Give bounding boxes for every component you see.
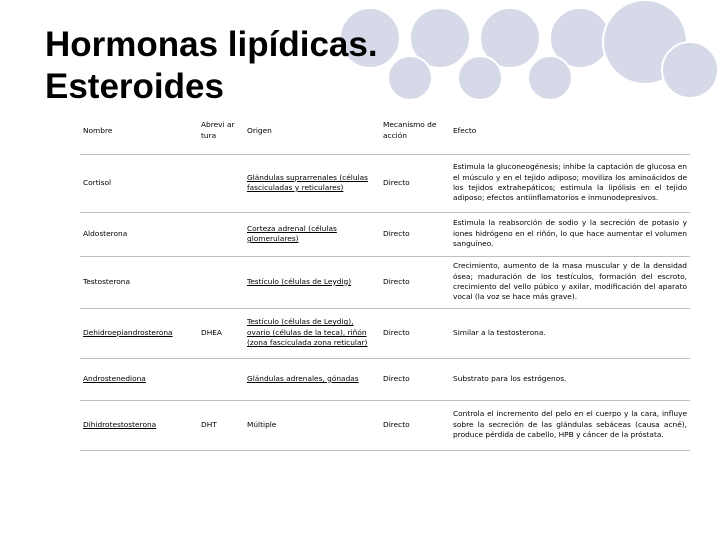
table-row — [80, 154, 690, 212]
decorative-circle — [662, 42, 718, 98]
hormone-origin[interactable]: Glándulas suprarrenales (células fasciculadas y reticulares) — [244, 154, 380, 212]
hormone-abbrev — [198, 154, 244, 212]
hormone-name: Testosterona — [80, 256, 198, 308]
hormone-abbrev — [198, 256, 244, 308]
page-title — [45, 24, 378, 108]
hormone-mechanism: Directo — [380, 308, 450, 358]
table-header-row — [80, 108, 690, 154]
decorative-circle — [458, 56, 502, 100]
header-effect: Efecto — [450, 108, 690, 154]
hormone-name[interactable]: Androstenediona — [80, 358, 198, 400]
table-row — [80, 256, 690, 308]
header-abbrev: Abrevi ar tura — [198, 108, 244, 154]
header-mechanism: Mecanismo de acción — [380, 108, 450, 154]
hormone-mechanism: Directo — [380, 400, 450, 450]
hormone-origin[interactable]: Corteza adrenal (células glomerulares) — [244, 212, 380, 256]
hormone-abbrev — [198, 358, 244, 400]
decorative-circle — [388, 56, 432, 100]
hormone-effect: Crecimiento, aumento de la masa muscular y de la densidad ósea; maduración de los testículos, formación del escroto, crecimiento del vello púbico y axilar, modificación del aparato vocal (la voz se hace más grave). — [450, 256, 690, 308]
hormone-mechanism: Directo — [380, 212, 450, 256]
hormone-origin[interactable]: Glándulas adrenales, gónadas — [244, 358, 380, 400]
title-line-1: Hormonas lipídicas. — [45, 25, 378, 64]
decorative-circle — [528, 56, 572, 100]
hormone-mechanism: Directo — [380, 154, 450, 212]
hormone-abbrev — [198, 212, 244, 256]
table-row — [80, 308, 690, 358]
table-row — [80, 212, 690, 256]
hormone-mechanism: Directo — [380, 256, 450, 308]
hormone-name: Cortisol — [80, 154, 198, 212]
hormone-abbrev: DHEA — [198, 308, 244, 358]
hormone-effect: Similar a la testosterona. — [450, 308, 690, 358]
table-row — [80, 358, 690, 400]
hormone-abbrev: DHT — [198, 400, 244, 450]
table-row — [80, 400, 690, 450]
header-origin: Origen — [244, 108, 380, 154]
hormone-name: Aldosterona — [80, 212, 198, 256]
hormone-origin[interactable]: Testículo (células de Leydig), ovario (células de la teca), riñón (zona fasciculada zona reticular) — [244, 308, 380, 358]
hormones-table — [80, 108, 690, 451]
hormone-effect: Controla el incremento del pelo en el cuerpo y la cara, influye sobre la secreción de las glándulas sebáceas (causa acné), produce pérdida de cabello, HPB y cáncer de la próstata. — [450, 400, 690, 450]
hormone-origin[interactable]: Testículo (células de Leydig) — [244, 256, 380, 308]
hormone-effect: Estimula la reabsorción de sodio y la secreción de potasio y iones hidrógeno en el riñón, lo que hace aumentar el volumen sanguíneo. — [450, 212, 690, 256]
hormone-mechanism: Directo — [380, 358, 450, 400]
hormone-origin: Múltiple — [244, 400, 380, 450]
hormone-effect: Substrato para los estrógenos. — [450, 358, 690, 400]
hormone-name[interactable]: Dehidroepiandrosterona — [80, 308, 198, 358]
title-line-2: Esteroides — [45, 67, 224, 106]
header-name: Nombre — [80, 108, 198, 154]
hormone-name[interactable]: Dihidrotestosterona — [80, 400, 198, 450]
hormone-effect: Estimula la gluconeogénesis; inhibe la captación de glucosa en el músculo y en el tejido adiposo; moviliza los aminoácidos de los tejidos extrahepáticos; estimula la lipólisis en el tejido adiposo; efectos antiinflamatorios e inmunodepresivos. — [450, 154, 690, 212]
